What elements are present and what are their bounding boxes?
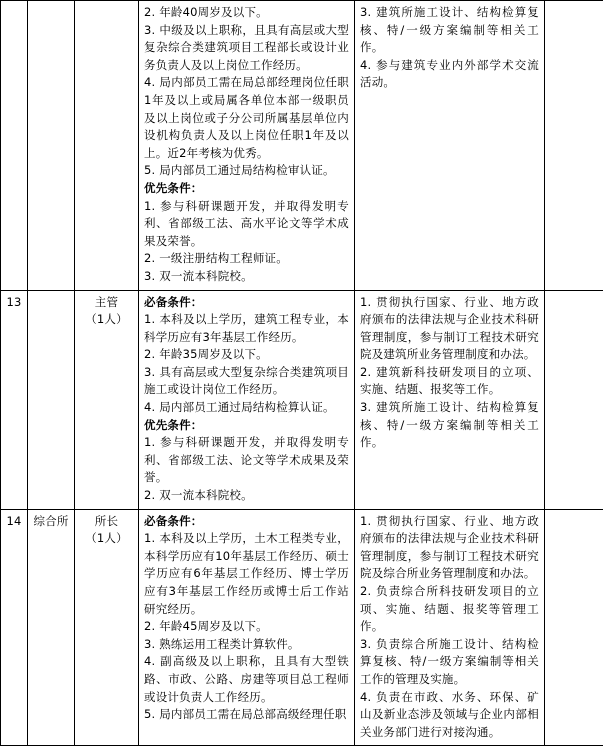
requirement-line: 4. 局内部员工需在局总部经理岗位任职1年及以上或局属各单位本部一级职员及以上岗位或子分公司所属基层单位内设机构负责人及以上岗位任职1年及以上。近2年考核为优秀。	[144, 74, 349, 162]
duty-line: 1. 贯彻执行国家、行业、地方政府颁布的法律法规与企业技术科研管理制度，参与制订工程技术研究院及建筑所业务管理制度和办法。	[360, 294, 539, 364]
preference-line: 2. 一级注册结构工程师证。	[144, 250, 349, 268]
table-row	[1, 1, 603, 291]
cell-serial-number: 14	[1, 509, 28, 746]
cell-duties	[355, 1, 545, 291]
cell-duties	[355, 290, 545, 509]
requirement-line: 4. 局内部员工通过局结构检算认证。	[144, 399, 349, 417]
cell-position	[75, 290, 139, 509]
cell-note	[545, 509, 603, 746]
preference-line: 1. 参与科研课题开发，并取得发明专利、省部级工法、论文等学术成果及荣誉。	[144, 434, 349, 487]
cell-note	[545, 1, 603, 291]
requirement-line: 4. 副高级及以上职称，且具有大型铁路、市政、公路、房建等项目总工程师或设计负责人工作经历。	[144, 653, 349, 706]
cell-department: 综合所	[28, 509, 75, 746]
cell-note	[545, 290, 603, 509]
cell-position	[75, 509, 139, 746]
duty-line: 2. 建筑新科技研发项目的立项、实施、结题、报奖等工作。	[360, 364, 539, 399]
duty-line: 4. 负责在市政、水务、环保、矿山及新业态涉及领域与企业内部相关业务部门进行对接沟通。	[360, 689, 539, 742]
preference-line: 2. 双一流本科院校。	[144, 487, 349, 505]
cell-serial-number	[1, 1, 28, 291]
requirement-line: 5. 局内部员工通过局结构检审认证。	[144, 162, 349, 180]
requirement-line: 1. 本科及以上学历，建筑工程专业，本科学历应有3年基层工作经历。	[144, 311, 349, 346]
position-name: 所长	[80, 513, 133, 531]
duty-line: 4. 参与建筑专业内外部学术交流活动。	[360, 57, 539, 92]
requirement-line: 2. 年龄40周岁及以下。	[144, 4, 349, 22]
preference-line: 3. 双一流本科院校。	[144, 268, 349, 286]
position-headcount: （1人）	[80, 311, 133, 329]
preferred-conditions-heading: 优先条件：	[144, 417, 349, 435]
requirement-line: 5. 局内部员工需在局总部高级经理任职	[144, 706, 349, 724]
cell-department	[28, 1, 75, 291]
duty-line: 2. 负责综合所科技研发项目的立项、实施、结题、报奖等管理工作。	[360, 583, 539, 636]
cell-department	[28, 290, 75, 509]
table-row	[1, 509, 603, 746]
cell-position	[75, 1, 139, 291]
must-conditions-heading: 必备条件：	[144, 294, 349, 312]
table-row	[1, 290, 603, 509]
requirement-line: 2. 年龄45周岁及以下。	[144, 618, 349, 636]
duty-line: 3. 建筑所施工设计、结构检算复核、特/一级方案编制等相关工作。	[360, 4, 539, 57]
cell-requirements	[139, 509, 355, 746]
duty-line: 1. 贯彻执行国家、行业、地方政府颁布的法律法规与企业技术科研管理制度，参与制订工程技术研究院及综合所业务管理制度和办法。	[360, 513, 539, 583]
position-name: 主管	[80, 294, 133, 312]
cell-duties	[355, 509, 545, 746]
cell-requirements	[139, 1, 355, 291]
preference-line: 1. 参与科研课题开发，并取得发明专利、省部级工法、高水平论文等学术成果及荣誉。	[144, 198, 349, 251]
requirement-line: 2. 年龄35周岁及以下。	[144, 346, 349, 364]
requirement-line: 3. 中级及以上职称，且具有高层或大型复杂综合类建筑项目工程部长或设计业务负责人及以上岗位工作经历。	[144, 22, 349, 75]
duty-line: 3. 建筑所施工设计、结构检算复核、特/一级方案编制等相关工作。	[360, 399, 539, 452]
must-conditions-heading: 必备条件：	[144, 513, 349, 531]
requirement-line: 1. 本科及以上学历，土木工程类专业，本科学历应有10年基层工作经历、硕士学历应有6年基层工作经历、博士学历应有3年基层工作经历或博士后工作站研究经历。	[144, 530, 349, 618]
position-headcount: （1人）	[80, 530, 133, 548]
requirement-line: 3. 具有高层或大型复杂综合类建筑项目施工或设计岗位工作经历。	[144, 364, 349, 399]
cell-requirements	[139, 290, 355, 509]
requirement-line: 3. 熟练运用工程类计算软件。	[144, 636, 349, 654]
cell-serial-number: 13	[1, 290, 28, 509]
preferred-conditions-heading: 优先条件：	[144, 180, 349, 198]
duty-line: 3. 负责综合所施工设计、结构检算复核、特/一级方案编制等相关工作的管理及实施。	[360, 636, 539, 689]
